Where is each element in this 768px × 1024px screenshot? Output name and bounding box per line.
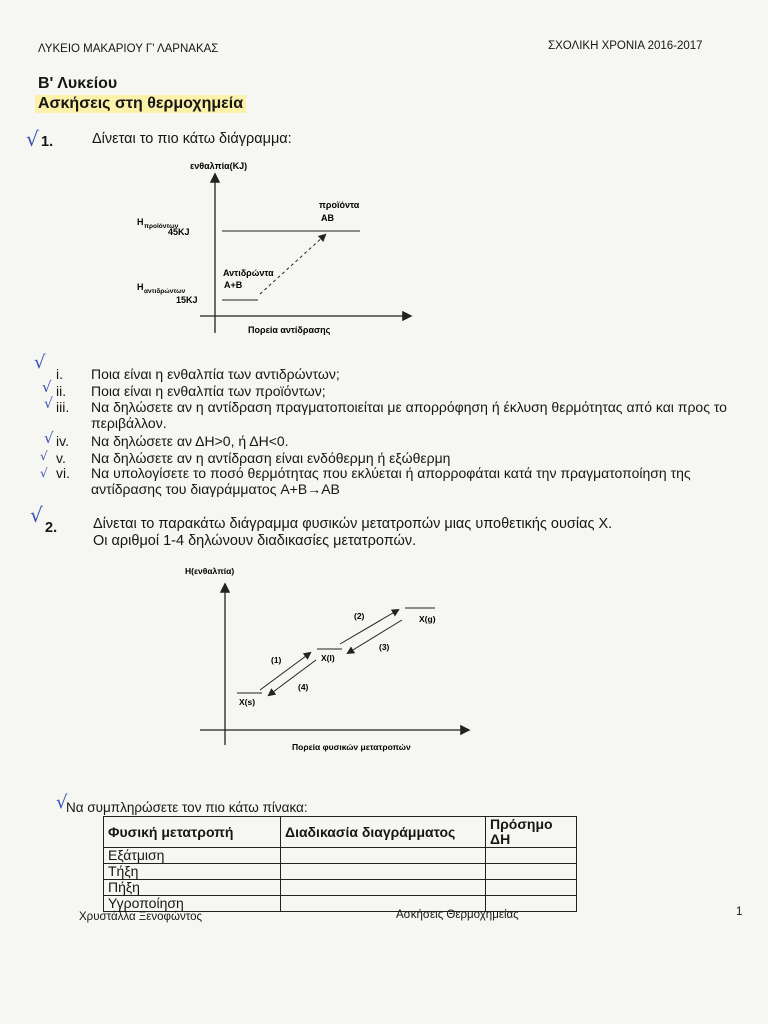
tick-mark: √ (34, 352, 46, 373)
y-axis-label: H(ενθαλπία) (185, 566, 235, 576)
q1-item-number: vi. (56, 465, 70, 481)
h-products-sub: προϊόντων (144, 223, 179, 230)
table-header-row (104, 817, 577, 848)
answer-cell[interactable] (281, 880, 486, 896)
q1-item-number: i. (56, 366, 63, 382)
answer-cell[interactable] (281, 848, 486, 864)
table-cell: Πήξη (104, 880, 281, 896)
q1-item-number: iii. (56, 399, 70, 415)
label-3: (3) (379, 642, 390, 652)
table-header: Φυσική μετατροπή (104, 817, 281, 848)
tick-mark: √ (26, 127, 39, 151)
tick-mark: √ (56, 792, 68, 813)
tick-mark: √ (42, 378, 52, 396)
label-4: (4) (298, 682, 309, 692)
school-name: ΛΥΚΕΙΟ ΜΑΚΑΡΙΟΥ Γ' ΛΑΡΝΑΚΑΣ (38, 43, 219, 55)
products-formula: AB (321, 213, 334, 223)
q1-item-text: Ποια είναι η ενθαλπία των προϊόντων; (91, 383, 326, 399)
school-year: ΣΧΟΛΙΚΗ ΧΡΟΝΙΑ 2016-2017 (548, 40, 703, 52)
q1-item-number: ii. (56, 383, 67, 399)
label-2: (2) (354, 611, 365, 621)
x-axis-label: Πορεία αντίδρασης (248, 325, 331, 335)
enthalpy-diagram (120, 155, 420, 345)
state-gas: X(g) (419, 614, 436, 624)
arrow-2 (340, 610, 398, 644)
table-cell: Τήξη (104, 864, 281, 880)
q1-item-text: Ποια είναι η ενθαλπία των αντιδρώντων; (91, 366, 340, 382)
products-title: προϊόντα (319, 200, 360, 210)
q1-item-number: iv. (56, 433, 69, 449)
x-axis-label: Πορεία φυσικών μετατροπών (292, 742, 411, 752)
table-cell: Εξάτμιση (104, 848, 281, 864)
footer-title: Ασκήσεις Θερμοχημείας (396, 909, 519, 921)
table-header: Πρόσημο ΔH (486, 817, 577, 848)
tick-mark: √ (44, 429, 54, 447)
table-row (104, 880, 577, 896)
table-row (104, 848, 577, 864)
h-reactants-sub: αντιδρώντων (144, 288, 186, 295)
q1-item-number: v. (56, 450, 66, 466)
answer-cell[interactable] (281, 864, 486, 880)
grade-title: Β' Λυκείου (38, 75, 118, 92)
q2-number: 2. (45, 520, 58, 536)
state-solid: X(s) (239, 697, 256, 707)
q1-item-text: Να δηλώσετε αν η αντίδραση είναι ενδόθερμη ή εξώθερμη (91, 450, 451, 466)
reactants-formula: A+B (224, 280, 243, 290)
page-number: 1 (736, 906, 743, 918)
q1-item-text: Να δηλώσετε αν ΔH>0, ή ΔH<0. (91, 433, 289, 449)
arrow-3 (348, 620, 402, 653)
reaction-arrow (260, 235, 325, 294)
y-axis-label: ενθαλπία(KJ) (190, 161, 248, 171)
q2-text: Δίνεται το παρακάτω διάγραμμα φυσικών μετατροπών μιας υποθετικής ουσίας Χ. (93, 516, 613, 532)
tick-mark: √ (44, 396, 53, 412)
q1-number: 1. (41, 134, 54, 150)
phase-change-diagram (180, 560, 480, 760)
state-liquid: X(l) (321, 653, 335, 663)
label-1: (1) (271, 655, 282, 665)
footer-author: Χρυστάλλα Ξενοφώντος (79, 911, 203, 923)
page-title: Ασκήσεις στη θερμοχημεία (35, 95, 246, 113)
answer-cell[interactable] (486, 848, 577, 864)
tick-mark: √ (40, 449, 48, 463)
table-header: Διαδικασία διαγράμματος (281, 817, 486, 848)
table-cell: Υγροποίηση (104, 896, 281, 912)
tick-mark: √ (30, 503, 43, 527)
table-instruction: Να συμπληρώσετε τον πιο κάτω πίνακα: (66, 800, 308, 815)
answer-cell[interactable] (486, 864, 577, 880)
answer-table (103, 816, 577, 912)
tick-mark: √ (40, 466, 48, 480)
q1-item-text: Να δηλώσετε αν η αντίδραση πραγματοποιείται με απορρόφηση ή έκλυση θερμότητας από και προς το περιβάλλον. (91, 399, 727, 431)
reactants-title: Αντιδρώντα (223, 268, 274, 278)
q1-item-text: Να υπολογίσετε το ποσό θερμότητας που εκλύεται ή απορροφάται κατά την πραγματοποίηση της αντίδρασης του διαγράμματος A+B→AB (91, 465, 691, 497)
answer-cell[interactable] (486, 880, 577, 896)
arrow-4 (269, 660, 316, 695)
table-row (104, 864, 577, 880)
q2-text: Οι αριθμοί 1-4 δηλώνουν διαδικασίες μετατροπών. (93, 533, 417, 549)
h-products-label: H (137, 217, 144, 227)
h-products-value: 45KJ (168, 227, 190, 237)
h-reactants-label: H (137, 282, 144, 292)
q1-text: Δίνεται το πιο κάτω διάγραμμα: (92, 131, 292, 147)
h-reactants-value: 15KJ (176, 295, 198, 305)
